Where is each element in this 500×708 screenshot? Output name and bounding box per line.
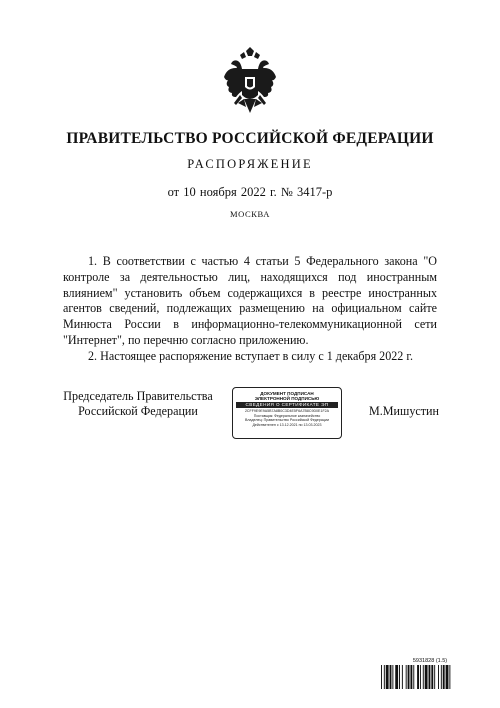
certificate-issuer: Поставщик: Федеральное казначейство	[253, 413, 321, 418]
barcode-number: 5931828 (1.5)	[412, 658, 448, 664]
barcode-icon	[380, 665, 480, 689]
certificate-header: СВЕДЕНИЯ О СЕРТИФИКАТЕ ЭП	[236, 402, 338, 408]
stamp-line-2: ЭЛЕКТРОННОЙ ПОДПИСЬЮ	[254, 396, 320, 402]
document-type: РАСПОРЯЖЕНИЕ	[187, 157, 313, 171]
electronic-signature-stamp	[232, 387, 342, 439]
coat-of-arms-emblem-icon	[222, 47, 278, 117]
signatory-name: М.Мишустин	[369, 404, 439, 418]
position-line-2: Российской Федерации	[78, 404, 198, 418]
certificate-owner: Владелец: Правительство Российской Федерации	[245, 418, 329, 423]
paragraph-1: 1. В соответствии с частью 4 статьи 5 Федерального закона "О контроле за деятельностью лиц, находящихся под иностранным влиянием" установить объем содержащихся в реестре иностранных агентов сведений, подлежащих размещению на официальном сайте Минюста России в информационно-телекоммуникационной сети "Интернет", по перечню согласно приложению.	[63, 254, 437, 347]
stamp-line-1: ДОКУМЕНТ ПОДПИСАН	[260, 391, 314, 396]
certificate-validity: Действителен с 13.12.2021 по 13.03.2023	[252, 422, 322, 427]
paragraph-2: 2. Настоящее распоряжение вступает в силу с 1 декабря 2022 г.	[88, 348, 413, 363]
position-line-1: Председатель Правительства	[63, 389, 213, 403]
city: МОСКВА	[229, 209, 270, 219]
order-body	[63, 254, 437, 365]
signatory-position	[63, 389, 213, 419]
date-and-number: от 10 ноября 2022 г. № 3417-р	[167, 185, 333, 199]
certificate-number: 2CFF9E9E9A5B7A8B0C3D4E5F6A7B8C9D0E1F2A	[244, 409, 330, 414]
government-title: ПРАВИТЕЛЬСТВО РОССИЙСКОЙ ФЕДЕРАЦИИ	[66, 130, 434, 147]
